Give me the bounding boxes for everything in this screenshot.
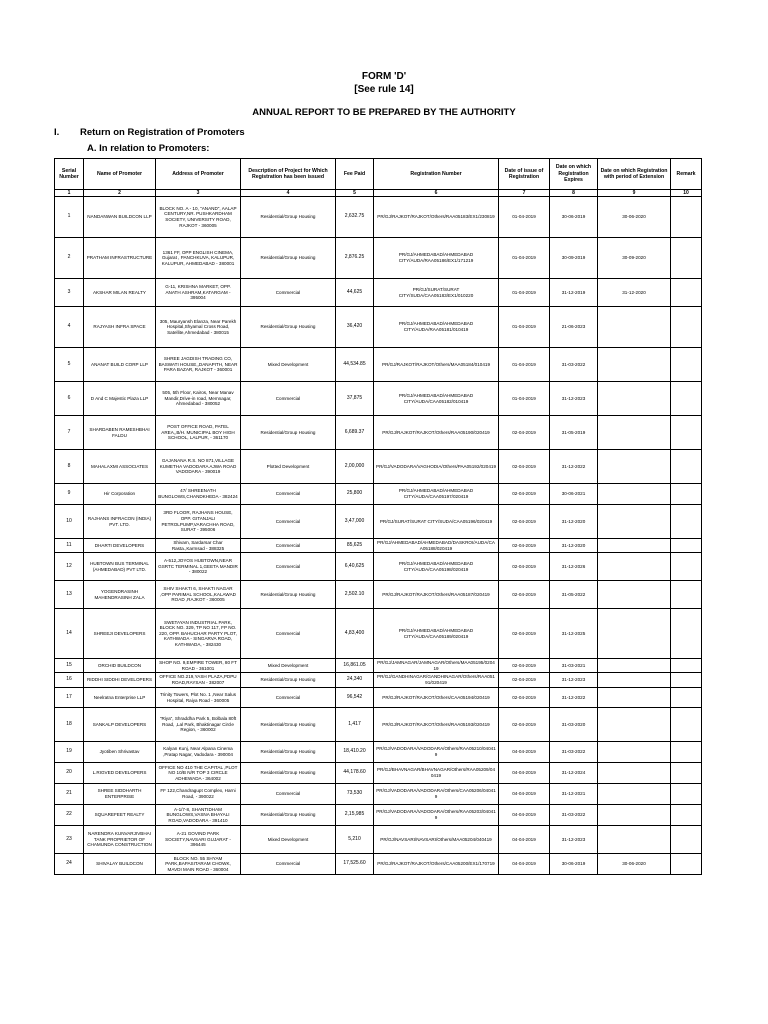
rule-reference: [See rule 14] (354, 84, 414, 95)
table-row (55, 279, 702, 307)
fee-paid-cell: 16,861.05 (336, 659, 374, 673)
promoter-name-cell: NARENDRA KUNVARJIVBHAI TANK PROPRIETOR OF CHAMUNDA CONSTRUCTION (84, 826, 156, 854)
promoter-address-cell: 1361 FF, OPP ENGLISH CINEMA, Gujarat , PANCHKUVA, KALUPUR, KALUPUR, AHMEDABAD - 380001 (156, 238, 241, 279)
expiry-date-cell: 31-12-2020 (550, 539, 598, 553)
serial-number-cell: 7 (55, 416, 84, 450)
table-row (55, 553, 702, 581)
expiry-date-cell: 31-12-2025 (550, 609, 598, 659)
project-description-cell: Commercial (241, 609, 336, 659)
expiry-date-cell: 31-12-2019 (550, 279, 598, 307)
expiry-date-cell: 30-06-2019 (550, 854, 598, 875)
promoter-name-cell: YOGENDRASINH MAHENDRASINH ZALA (84, 581, 156, 609)
fee-paid-cell: 2,15,985 (336, 805, 374, 826)
remark-cell (671, 505, 702, 539)
expiry-date-cell: 31-12-2021 (550, 784, 598, 805)
extension-date-cell (598, 688, 671, 708)
promoter-address-cell: FF 122,Chandragupt Complex, Harni Road, - 390022 (156, 784, 241, 805)
expiry-date-cell: 30-06-2019 (550, 197, 598, 238)
issue-date-cell: 04-04-2019 (499, 826, 550, 854)
registration-number-cell: PR/GJ/AHMEDABAD/AHMEDABAD CITY/AUDA/CAA05197/020419 (374, 484, 499, 505)
serial-number-cell: 2 (55, 238, 84, 279)
column-number: 7 (499, 190, 550, 197)
fee-paid-cell: 44,178.60 (336, 763, 374, 784)
col-header: Serial Number (55, 159, 84, 190)
issue-date-cell: 02-04-2019 (499, 708, 550, 742)
extension-date-cell (598, 307, 671, 348)
fee-paid-cell: 44,625 (336, 279, 374, 307)
remark-cell (671, 307, 702, 348)
promoter-address-cell: 505, 5th Floor, Kairos, Near Manav Mandir,Drive-in road, Memnagar, Ahmedabad - 380052 (156, 382, 241, 416)
project-description-cell: Residential/Group Housing (241, 416, 336, 450)
fee-paid-cell: 2,502.10 (336, 581, 374, 609)
extension-date-cell (598, 708, 671, 742)
col-header: Remark (671, 159, 702, 190)
col-header: Date on which Registration with period of Extension (598, 159, 671, 190)
extension-date-cell (598, 484, 671, 505)
promoter-address-cell: SHREE JAGDISH TRADING CO, BASWATI HOUSE,,DANAPITH, NEAR PARA BAZAR, RAJKOT - 360001 (156, 348, 241, 382)
serial-number-cell: 12 (55, 553, 84, 581)
issue-date-cell: 02-04-2019 (499, 484, 550, 505)
remark-cell (671, 805, 702, 826)
expiry-date-cell: 31-03-2020 (550, 708, 598, 742)
remark-cell (671, 382, 702, 416)
table-row (55, 197, 702, 238)
extension-date-cell (598, 416, 671, 450)
table-row (55, 805, 702, 826)
report-title: ANNUAL REPORT TO BE PREPARED BY THE AUTHORITY (252, 107, 516, 118)
form-title: FORM 'D' (361, 71, 407, 82)
extension-date-cell: 31-12-2020 (598, 279, 671, 307)
issue-date-cell: 04-04-2019 (499, 784, 550, 805)
promoter-address-cell: OFFICE NO 410 THE CAPITAL ,PLOT NO 10/B N/R TOP 3 CIRCLE ADHEWADA - 364002 (156, 763, 241, 784)
promoter-name-cell: AKSHAR MILAN REALTY (84, 279, 156, 307)
column-number: 8 (550, 190, 598, 197)
issue-date-cell: 01-04-2019 (499, 197, 550, 238)
column-number: 6 (374, 190, 499, 197)
registration-number-cell: PR/GJ/VADODARA/VAGHODIA/Others/PAA05192/020419 (374, 450, 499, 484)
remark-cell (671, 450, 702, 484)
registration-number-cell: PR/GJ/VADODARA/VADODARA/Others/RAA05210/040419 (374, 742, 499, 763)
fee-paid-cell: 4,83,400 (336, 609, 374, 659)
extension-date-cell (598, 763, 671, 784)
fee-paid-cell: 17,525.60 (336, 854, 374, 875)
expiry-date-cell: 31-05-2019 (550, 416, 598, 450)
promoter-name-cell: SHIVALAY BUILDCON (84, 854, 156, 875)
project-description-cell: Commercial (241, 784, 336, 805)
serial-number-cell: 8 (55, 450, 84, 484)
extension-date-cell (598, 826, 671, 854)
registration-number-cell: PR/GJ/AHMEDABAD/AHMEDABAD CITY/AUDA/RAA05181/010419 (374, 307, 499, 348)
promoter-address-cell: A-1/7-8, SHANTIDHAM BUNGLOWS,VASNA BHAYALI ROAD,VADODARA - 391410 (156, 805, 241, 826)
promoter-name-cell: SHARDABEN RAMESHBHAI FALDU (84, 416, 156, 450)
section-heading (54, 127, 245, 139)
issue-date-cell: 01-04-2019 (499, 348, 550, 382)
issue-date-cell: 02-04-2019 (499, 659, 550, 673)
project-description-cell: Mixed Development (241, 659, 336, 673)
issue-date-cell: 02-04-2019 (499, 581, 550, 609)
table-row (55, 742, 702, 763)
remark-cell (671, 416, 702, 450)
registration-number-cell: PR/GJ/NAVSARI/NAVSARI/Others/MAA05204/040419 (374, 826, 499, 854)
remark-cell (671, 784, 702, 805)
promoter-name-cell: SHREE SIDDHARTH ENTERPRISE (84, 784, 156, 805)
serial-number-cell: 21 (55, 784, 84, 805)
expiry-date-cell: 31-03-2022 (550, 348, 598, 382)
registration-number-cell: PR/GJ/RAJKOT/RAJKOT/Others/MAA05184/010419 (374, 348, 499, 382)
promoter-address-cell: POST OFFICE ROAD, PATEL AREA,,B/H. MUNICIPAL BOY HIGH SCHOOL, LALPUR, - 361170 (156, 416, 241, 450)
expiry-date-cell: 31-12-2023 (550, 382, 598, 416)
serial-number-cell: 4 (55, 307, 84, 348)
promoter-name-cell: RAJYASH INFRA SPACE (84, 307, 156, 348)
project-description-cell: Residential/Group Housing (241, 805, 336, 826)
fee-paid-cell: 96,542 (336, 688, 374, 708)
expiry-date-cell: 30-06-2021 (550, 484, 598, 505)
project-description-cell: Commercial (241, 539, 336, 553)
promoter-address-cell: 47/ SHREENATH BUNGLOWS,CHANDKHEDA - 382424 (156, 484, 241, 505)
registration-number-cell: PR/GJ/SURAT/SURAT CITY/SUDA/CAA05196/020419 (374, 505, 499, 539)
issue-date-cell: 02-04-2019 (499, 688, 550, 708)
project-description-cell: Residential/Group Housing (241, 763, 336, 784)
expiry-date-cell: 31-03-2021 (550, 659, 598, 673)
extension-date-cell: 30-06-2020 (598, 197, 671, 238)
issue-date-cell: 02-04-2019 (499, 673, 550, 688)
promoter-address-cell: Shivam, Sardarsar Char Rasta.,Karmsad - 388325 (156, 539, 241, 553)
column-number: 3 (156, 190, 241, 197)
remark-cell (671, 348, 702, 382)
extension-date-cell: 30-09-2020 (598, 238, 671, 279)
serial-number-cell: 19 (55, 742, 84, 763)
serial-number-cell: 18 (55, 708, 84, 742)
project-description-cell: Commercial (241, 382, 336, 416)
serial-number-cell: 20 (55, 763, 84, 784)
column-number: 4 (241, 190, 336, 197)
table-row (55, 609, 702, 659)
expiry-date-cell: 31-12-2023 (550, 673, 598, 688)
column-number-row (55, 190, 702, 197)
registration-number-cell: PR/GJ/RAJKOT/RAJKOT/Others/RAA05190/020419 (374, 416, 499, 450)
project-description-cell: Residential/Group Housing (241, 581, 336, 609)
table-row (55, 348, 702, 382)
issue-date-cell: 02-04-2019 (499, 450, 550, 484)
registration-number-cell: PR/GJ/VADODARA/VADODARA/Others/CAA05206/040419 (374, 784, 499, 805)
serial-number-cell: 6 (55, 382, 84, 416)
issue-date-cell: 01-04-2019 (499, 238, 550, 279)
remark-cell (671, 763, 702, 784)
extension-date-cell (598, 784, 671, 805)
serial-number-cell: 1 (55, 197, 84, 238)
subsection-heading: A. In relation to Promoters: (87, 143, 210, 154)
remark-cell (671, 742, 702, 763)
column-number: 9 (598, 190, 671, 197)
serial-number-cell: 15 (55, 659, 84, 673)
project-description-cell: Residential/Group Housing (241, 238, 336, 279)
issue-date-cell: 04-04-2019 (499, 854, 550, 875)
col-header: Address of Promoter (156, 159, 241, 190)
remark-cell (671, 688, 702, 708)
serial-number-cell: 5 (55, 348, 84, 382)
promoter-name-cell: SHREEJI DEVELOPERS (84, 609, 156, 659)
promoter-address-cell: 3RD FLOOR, RAJHANS HOUSE, OPP. GITANJALI PETROLPUMP,VARACHHA ROAD, SURAT - 395006 (156, 505, 241, 539)
fee-paid-cell: 6,40,625 (336, 553, 374, 581)
serial-number-cell: 14 (55, 609, 84, 659)
remark-cell (671, 484, 702, 505)
promoter-name-cell: Neelratna Enterprise LLP (84, 688, 156, 708)
table-row (55, 763, 702, 784)
remark-cell (671, 581, 702, 609)
fee-paid-cell: 18,410.20 (336, 742, 374, 763)
remark-cell (671, 279, 702, 307)
issue-date-cell: 02-04-2019 (499, 553, 550, 581)
fee-paid-cell: 2,00,000 (336, 450, 374, 484)
fee-paid-cell: 44,534.85 (336, 348, 374, 382)
serial-number-cell: 9 (55, 484, 84, 505)
col-header: Date on which Registration Expires (550, 159, 598, 190)
promoter-name-cell: PRATHAM INFRASTRUCTURE (84, 238, 156, 279)
promoter-address-cell: Kalyan Kunj, Near Alpana Cinema ,Pratap Nagar, Vadodara - 390004 (156, 742, 241, 763)
promoter-address-cell: "Riya", Shraddha Park 5, Bolbala 80ft Road, ,Lal Park, Bhaktinagar Circle Region, - 360002 (156, 708, 241, 742)
registration-number-cell: PR/GJ/AHMEDABAD/AHMEDABAD/DASKROI/AUDA/CAA05188/020419 (374, 539, 499, 553)
promoter-address-cell: 305, Mauryansh Elanza, Near Parekh Hospital,Shyamal Cross Road, Satellite,Ahmedabad - 380015 (156, 307, 241, 348)
serial-number-cell: 10 (55, 505, 84, 539)
project-description-cell: Commercial (241, 553, 336, 581)
registration-number-cell: PR/GJ/AHMEDABAD/AHMEDABAD CITY/AUDA/RAA05186/EX1/171219 (374, 238, 499, 279)
expiry-date-cell: 31-12-2020 (550, 505, 598, 539)
col-header: Fee Paid (336, 159, 374, 190)
promoter-name-cell: HUBTOWN BUS TERMINAL (AHMEDABAD) PVT LTD. (84, 553, 156, 581)
promoter-registration-table (54, 158, 702, 875)
registration-number-cell: PR/GJ/SURAT/SURAT CITY/SUDA/CAA05183/EX1/010220 (374, 279, 499, 307)
registration-number-cell: PR/GJ/RAJKOT/RAJKOT/Others/CAA05194/020419 (374, 688, 499, 708)
expiry-date-cell: 31-05-2022 (550, 581, 598, 609)
promoter-address-cell: OFFICE NO.219,YASH PLAZA,PDPU ROAD,RAYSAN - 382007 (156, 673, 241, 688)
project-description-cell: Commercial (241, 484, 336, 505)
registration-number-cell: PR/GJ/VADODARA/VADODARA/Others/RAA05203/040419 (374, 805, 499, 826)
table-row (55, 784, 702, 805)
promoter-name-cell: Hir Corporation (84, 484, 156, 505)
remark-cell (671, 673, 702, 688)
table-row (55, 505, 702, 539)
table-row (55, 659, 702, 673)
issue-date-cell: 04-04-2019 (499, 742, 550, 763)
promoter-address-cell: BLOCK NO. A - 10, "ANAND", AALAP CENTURY,NR. PUSHKARDHAM SOCIETY, UNIVERSITY ROAD, RAJKOT - 360005 (156, 197, 241, 238)
project-description-cell: Residential/Group Housing (241, 197, 336, 238)
section-title: Return on Registration of Promoters (80, 127, 245, 138)
table-row (55, 238, 702, 279)
column-number: 2 (84, 190, 156, 197)
fee-paid-cell: 6,689.37 (336, 416, 374, 450)
table-row (55, 382, 702, 416)
issue-date-cell: 01-04-2019 (499, 279, 550, 307)
promoter-address-cell: SHIV SHAKTI 6, SHAKTI NAGAR ,OPP PARIMAL SCHOOL,KALAWAD ROAD ,RAJKOT - 360005 (156, 581, 241, 609)
table-row (55, 826, 702, 854)
table-body (55, 197, 702, 875)
promoter-address-cell: GAJANANA R.S. NO 871,VILLAGE KUMETHA VADODARA AJWA ROAD VADODARA - 390019 (156, 450, 241, 484)
remark-cell (671, 197, 702, 238)
registration-number-cell: PR/GJ/RAJKOT/RAJKOT/Others/CAA05200/EX1/170719 (374, 854, 499, 875)
issue-date-cell: 02-04-2019 (499, 416, 550, 450)
table-row (55, 484, 702, 505)
fee-paid-cell: 85,625 (336, 539, 374, 553)
registration-number-cell: PR/GJ/RAJKOT/RAJKOT/Others/RAA05183/EX1/230819 (374, 197, 499, 238)
registration-number-cell: PR/GJ/AHMEDABAD/AHMEDABAD CITY/AUDA/CAA05189/020419 (374, 609, 499, 659)
col-header: Date of issue of Registration (499, 159, 550, 190)
promoter-address-cell: BLOCK NO. 55 SHYAM PARK,BAPASITARAM CHOWK, MAVDI MAIN ROAD - 360004 (156, 854, 241, 875)
issue-date-cell: 01-04-2019 (499, 307, 550, 348)
extension-date-cell (598, 348, 671, 382)
promoter-address-cell: SWETAYAN INDUSTRIAL PARK, BLOCK NO. 329, TP NO 117, FP NO. 220, OPP. BAHUCHAR PARTY PLOT, KATHWADA - SINGARVA ROAD, KATHWADA, - 382430 (156, 609, 241, 659)
issue-date-cell: 04-04-2019 (499, 805, 550, 826)
extension-date-cell (598, 382, 671, 416)
promoter-name-cell: ANANAT BUILD CORP LLP (84, 348, 156, 382)
remark-cell (671, 553, 702, 581)
table-row (55, 688, 702, 708)
fee-paid-cell: 73,530 (336, 784, 374, 805)
fee-paid-cell: 3,47,000 (336, 505, 374, 539)
table-row (55, 673, 702, 688)
promoter-name-cell: RIDDHI SIDDHI DEVELOPERS (84, 673, 156, 688)
expiry-date-cell: 31-12-2022 (550, 688, 598, 708)
registration-number-cell: PR/GJ/GANDHINAGAR/GANDHINAGAR/Others/RAA05191/020419 (374, 673, 499, 688)
project-description-cell: Residential/Group Housing (241, 307, 336, 348)
extension-date-cell (598, 553, 671, 581)
promoter-address-cell: SHOP NO. 9,EMPIRE TOWER, 80 FT ROAD - 361001 (156, 659, 241, 673)
col-header: Description of Project for Which Registration has been issued (241, 159, 336, 190)
expiry-date-cell: 21-06-2023 (550, 307, 598, 348)
extension-date-cell (598, 609, 671, 659)
project-description-cell: Commercial (241, 279, 336, 307)
promoter-name-cell: NANDANWAN BUILDCON LLP (84, 197, 156, 238)
expiry-date-cell: 31-03-2022 (550, 805, 598, 826)
promoter-address-cell: G-11, KRISHNA MARKET, OPP. ANATH ASHRAM,KATARGAM - 395004 (156, 279, 241, 307)
table-row (55, 854, 702, 875)
table-row (55, 581, 702, 609)
registration-number-cell: PR/GJ/AHMEDABAD/AHMEDABAD CITY/AUDA/CAA05182/010419 (374, 382, 499, 416)
fee-paid-cell: 36,420 (336, 307, 374, 348)
serial-number-cell: 24 (55, 854, 84, 875)
table-row (55, 416, 702, 450)
promoter-name-cell: MAHALAXMI ASSOCIATES (84, 450, 156, 484)
promoter-name-cell: ORCHID BUILDCON (84, 659, 156, 673)
table-row (55, 307, 702, 348)
promoter-name-cell: SANKALP DEVELOPERS (84, 708, 156, 742)
serial-number-cell: 11 (55, 539, 84, 553)
extension-date-cell (598, 805, 671, 826)
fee-paid-cell: 2,632.75 (336, 197, 374, 238)
registration-number-cell: PR/GJ/BHAVNAGAR/BHAVNAGAR/Others/RAA05209/040419 (374, 763, 499, 784)
col-header: Registration Number (374, 159, 499, 190)
table-row (55, 450, 702, 484)
extension-date-cell (598, 673, 671, 688)
serial-number-cell: 23 (55, 826, 84, 854)
column-number: 10 (671, 190, 702, 197)
issue-date-cell: 02-04-2019 (499, 539, 550, 553)
project-description-cell: Residential/Group Housing (241, 673, 336, 688)
fee-paid-cell: 37,875 (336, 382, 374, 416)
expiry-date-cell: 30-09-2019 (550, 238, 598, 279)
project-description-cell: Residential/Group Housing (241, 742, 336, 763)
column-number: 1 (55, 190, 84, 197)
fee-paid-cell: 2,876.25 (336, 238, 374, 279)
expiry-date-cell: 31-12-2024 (550, 763, 598, 784)
project-description-cell: Commercial (241, 854, 336, 875)
promoter-name-cell: RAJHANS INFRACON (INDIA) PVT. LTD. (84, 505, 156, 539)
extension-date-cell (598, 505, 671, 539)
promoter-name-cell: D And C Majestic Plaza LLP (84, 382, 156, 416)
serial-number-cell: 13 (55, 581, 84, 609)
expiry-date-cell: 31-12-2026 (550, 553, 598, 581)
col-header: Name of Promoter (84, 159, 156, 190)
remark-cell (671, 238, 702, 279)
issue-date-cell: 04-04-2019 (499, 763, 550, 784)
issue-date-cell: 02-04-2019 (499, 609, 550, 659)
section-number: I. (54, 127, 60, 138)
serial-number-cell: 22 (55, 805, 84, 826)
remark-cell (671, 854, 702, 875)
project-description-cell: Mixed Development (241, 348, 336, 382)
header-row (55, 159, 702, 190)
remark-cell (671, 659, 702, 673)
fee-paid-cell: 5,210 (336, 826, 374, 854)
extension-date-cell (598, 539, 671, 553)
promoter-name-cell: SQUAREFEET REALTY (84, 805, 156, 826)
remark-cell (671, 826, 702, 854)
promoter-name-cell: Jyotiben Shrivastav (84, 742, 156, 763)
project-description-cell: Mixed Development (241, 826, 336, 854)
project-description-cell: Residential/Group Housing (241, 708, 336, 742)
registration-number-cell: PR/GJ/RAJKOT/RAJKOT/Others/RAA05193/020419 (374, 708, 499, 742)
remark-cell (671, 609, 702, 659)
extension-date-cell (598, 742, 671, 763)
extension-date-cell: 30-06-2020 (598, 854, 671, 875)
column-number: 5 (336, 190, 374, 197)
table-row (55, 539, 702, 553)
fee-paid-cell: 1,417 (336, 708, 374, 742)
registration-number-cell: PR/GJ/AHMEDABAD/AHMEDABAD CITY/AUDA/CAA05198/020419 (374, 553, 499, 581)
promoter-name-cell: L.RIGVED DEVELOPERS (84, 763, 156, 784)
promoter-address-cell: Trinity Towers, Plot No. 1 ,Near Salus Hospital, Raiya Road - 360005 (156, 688, 241, 708)
serial-number-cell: 3 (55, 279, 84, 307)
registration-number-cell: PR/GJ/RAJKOT/RAJKOT/Others/RAA05187/020419 (374, 581, 499, 609)
extension-date-cell (598, 581, 671, 609)
project-description-cell: Commercial (241, 688, 336, 708)
remark-cell (671, 708, 702, 742)
serial-number-cell: 17 (55, 688, 84, 708)
remark-cell (671, 539, 702, 553)
extension-date-cell (598, 659, 671, 673)
promoter-address-cell: A-21 GOVIND PARK SOCIETY,NAVSARI GUJARAT - 396445 (156, 826, 241, 854)
serial-number-cell: 16 (55, 673, 84, 688)
fee-paid-cell: 24,340 (336, 673, 374, 688)
promoter-address-cell: A-512,JOYOS HUBTOWN,NEAR GSRTC TERMINAL 1,GEETA MANDIR - 380022 (156, 553, 241, 581)
extension-date-cell (598, 450, 671, 484)
registration-number-cell: PR/GJ/JAMNAGAR/JAMNAGAR/Others/MAA05195/020419 (374, 659, 499, 673)
project-description-cell: Commercial (241, 505, 336, 539)
expiry-date-cell: 31-03-2022 (550, 742, 598, 763)
expiry-date-cell: 31-12-2022 (550, 450, 598, 484)
table-row (55, 708, 702, 742)
issue-date-cell: 02-04-2019 (499, 505, 550, 539)
project-description-cell: Plotted Development (241, 450, 336, 484)
issue-date-cell: 01-04-2019 (499, 382, 550, 416)
promoter-name-cell: DHARTI DEVELOPERS (84, 539, 156, 553)
fee-paid-cell: 25,800 (336, 484, 374, 505)
expiry-date-cell: 31-12-2023 (550, 826, 598, 854)
